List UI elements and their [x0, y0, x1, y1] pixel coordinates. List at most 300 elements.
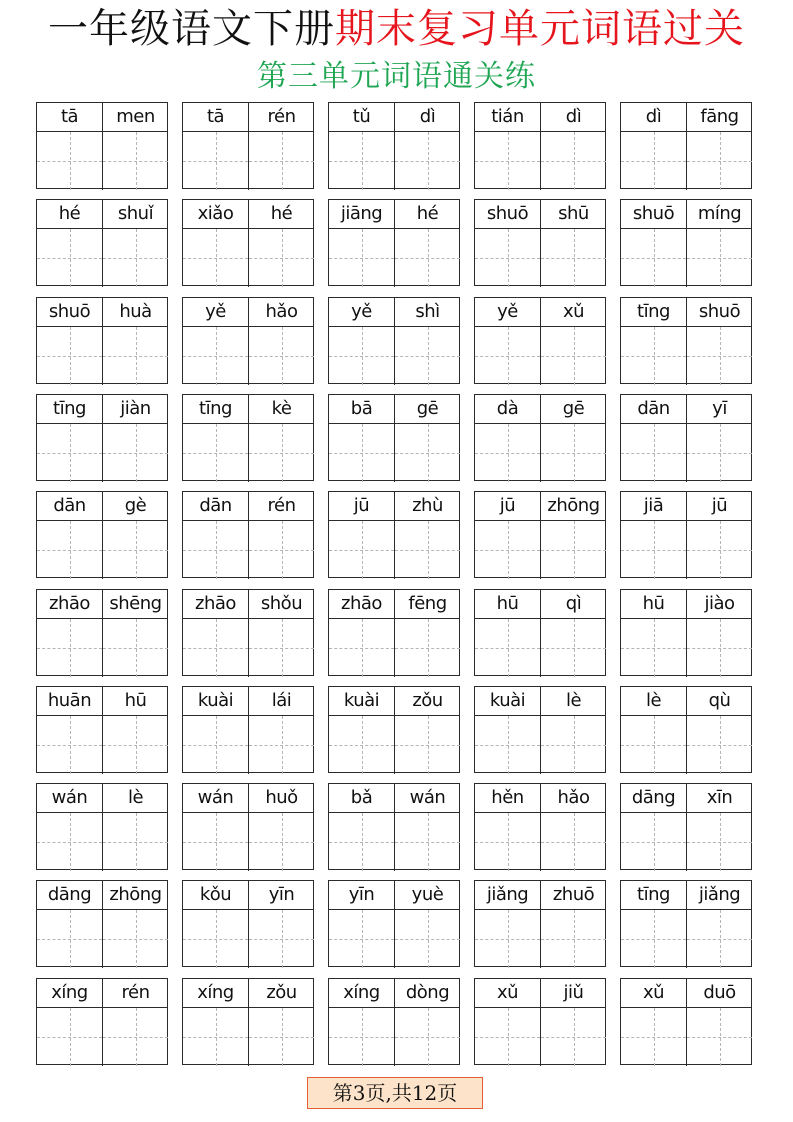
- guide-line-horizontal: [329, 550, 394, 551]
- guide-line-horizontal: [687, 550, 752, 551]
- pinyin-label: dān: [183, 492, 248, 521]
- pinyin-label: tǔ: [329, 103, 394, 132]
- character-cell: [540, 200, 606, 287]
- character-cell: [183, 395, 248, 482]
- character-cell: [621, 103, 686, 190]
- writing-box[interactable]: [395, 424, 460, 482]
- character-cell: [475, 881, 540, 968]
- character-cell: [394, 687, 460, 774]
- guide-line-horizontal: [541, 745, 606, 746]
- pinyin-label: xǔ: [475, 979, 540, 1008]
- guide-line-horizontal: [183, 258, 248, 259]
- guide-line-horizontal: [103, 550, 168, 551]
- writing-box[interactable]: [183, 813, 248, 871]
- guide-line-horizontal: [687, 453, 752, 454]
- guide-line-horizontal: [395, 356, 460, 357]
- writing-box[interactable]: [475, 619, 540, 677]
- writing-box[interactable]: [395, 132, 460, 190]
- writing-box[interactable]: [249, 910, 314, 968]
- character-cell: [248, 103, 314, 190]
- word-box: [182, 491, 314, 578]
- writing-box[interactable]: [329, 229, 394, 287]
- character-cell: [248, 200, 314, 287]
- guide-line-horizontal: [621, 258, 686, 259]
- character-cell: [686, 200, 752, 287]
- guide-line-horizontal: [183, 550, 248, 551]
- character-cell: [102, 979, 168, 1066]
- writing-box[interactable]: [103, 327, 168, 385]
- guide-line-horizontal: [183, 842, 248, 843]
- page-title: [0, 4, 793, 54]
- pinyin-label: rén: [249, 492, 314, 521]
- pinyin-label: shuō: [37, 298, 102, 327]
- character-cell: [686, 687, 752, 774]
- writing-box[interactable]: [395, 229, 460, 287]
- guide-line-horizontal: [329, 939, 394, 940]
- pinyin-label: jiāng: [329, 200, 394, 229]
- word-box: [474, 102, 606, 189]
- writing-box[interactable]: [103, 132, 168, 190]
- word-box: [182, 199, 314, 286]
- writing-box[interactable]: [687, 716, 752, 774]
- writing-box[interactable]: [395, 1008, 460, 1066]
- writing-box[interactable]: [621, 716, 686, 774]
- guide-line-horizontal: [183, 648, 248, 649]
- writing-box[interactable]: [103, 813, 168, 871]
- character-cell: [621, 298, 686, 385]
- word-box: [36, 394, 168, 481]
- writing-box[interactable]: [103, 910, 168, 968]
- writing-box[interactable]: [37, 132, 102, 190]
- pinyin-label: dāng: [621, 784, 686, 813]
- character-cell: [621, 687, 686, 774]
- character-cell: [248, 590, 314, 677]
- writing-box[interactable]: [37, 1008, 102, 1066]
- writing-box[interactable]: [183, 229, 248, 287]
- writing-box[interactable]: [183, 910, 248, 968]
- guide-line-horizontal: [395, 453, 460, 454]
- page-subtitle: 第三单元词语通关练: [257, 59, 536, 94]
- character-cell: [329, 881, 394, 968]
- writing-box[interactable]: [183, 327, 248, 385]
- character-cell: [540, 590, 606, 677]
- pinyin-label: shì: [395, 298, 460, 327]
- writing-box[interactable]: [475, 1008, 540, 1066]
- guide-line-horizontal: [475, 161, 540, 162]
- writing-box[interactable]: [37, 521, 102, 579]
- writing-box[interactable]: [103, 619, 168, 677]
- pinyin-label: shū: [541, 200, 606, 229]
- pinyin-label: yě: [183, 298, 248, 327]
- writing-box[interactable]: [37, 424, 102, 482]
- writing-box[interactable]: [541, 132, 606, 190]
- guide-line-horizontal: [621, 161, 686, 162]
- writing-box[interactable]: [183, 1008, 248, 1066]
- pinyin-label: tīng: [621, 298, 686, 327]
- guide-line-horizontal: [621, 745, 686, 746]
- pinyin-label: hǎo: [249, 298, 314, 327]
- character-cell: [102, 200, 168, 287]
- guide-line-horizontal: [395, 745, 460, 746]
- character-cell: [329, 590, 394, 677]
- pinyin-label: hū: [475, 590, 540, 619]
- pinyin-label: wán: [37, 784, 102, 813]
- pinyin-label: jū: [475, 492, 540, 521]
- pinyin-label: bā: [329, 395, 394, 424]
- guide-line-horizontal: [475, 939, 540, 940]
- character-cell: [37, 687, 102, 774]
- writing-box[interactable]: [37, 716, 102, 774]
- word-box: [328, 978, 460, 1065]
- pinyin-label: hé: [249, 200, 314, 229]
- guide-line-horizontal: [37, 1037, 102, 1038]
- pinyin-label: jū: [687, 492, 752, 521]
- writing-box[interactable]: [37, 229, 102, 287]
- pinyin-label: xíng: [37, 979, 102, 1008]
- word-box: [328, 686, 460, 773]
- writing-box[interactable]: [329, 1008, 394, 1066]
- word-box: [620, 589, 752, 676]
- writing-box[interactable]: [541, 1008, 606, 1066]
- character-cell: [540, 784, 606, 871]
- word-box: [474, 394, 606, 481]
- pinyin-label: shēng: [103, 590, 168, 619]
- writing-box[interactable]: [103, 716, 168, 774]
- character-cell: [183, 979, 248, 1066]
- title-grade: 一年级语文下册: [48, 6, 335, 52]
- word-box: [474, 686, 606, 773]
- pinyin-label: yīn: [329, 881, 394, 910]
- pinyin-label: kuài: [329, 687, 394, 716]
- guide-line-horizontal: [37, 745, 102, 746]
- character-cell: [686, 784, 752, 871]
- writing-box[interactable]: [395, 813, 460, 871]
- pinyin-label: lái: [249, 687, 314, 716]
- writing-box[interactable]: [621, 1008, 686, 1066]
- writing-box[interactable]: [37, 813, 102, 871]
- character-cell: [183, 492, 248, 579]
- writing-box[interactable]: [475, 327, 540, 385]
- word-box: [474, 978, 606, 1065]
- character-cell: [183, 687, 248, 774]
- word-box: [36, 589, 168, 676]
- pinyin-label: zhōng: [541, 492, 606, 521]
- writing-box[interactable]: [395, 910, 460, 968]
- writing-box[interactable]: [541, 229, 606, 287]
- character-cell: [621, 395, 686, 482]
- guide-line-horizontal: [249, 1037, 314, 1038]
- writing-box[interactable]: [687, 229, 752, 287]
- writing-box[interactable]: [183, 424, 248, 482]
- writing-box[interactable]: [621, 327, 686, 385]
- writing-box[interactable]: [103, 229, 168, 287]
- writing-box[interactable]: [541, 424, 606, 482]
- pinyin-label: zhù: [395, 492, 460, 521]
- writing-box[interactable]: [37, 327, 102, 385]
- guide-line-horizontal: [395, 161, 460, 162]
- word-box: [328, 297, 460, 384]
- guide-line-horizontal: [621, 356, 686, 357]
- writing-box[interactable]: [621, 910, 686, 968]
- writing-box[interactable]: [249, 1008, 314, 1066]
- guide-line-horizontal: [541, 550, 606, 551]
- writing-box[interactable]: [329, 424, 394, 482]
- writing-box[interactable]: [687, 521, 752, 579]
- pinyin-label: qù: [687, 687, 752, 716]
- writing-box[interactable]: [183, 716, 248, 774]
- writing-box[interactable]: [395, 619, 460, 677]
- guide-line-horizontal: [395, 648, 460, 649]
- guide-line-horizontal: [249, 745, 314, 746]
- word-box: [620, 978, 752, 1065]
- pinyin-label: gē: [541, 395, 606, 424]
- character-cell: [248, 395, 314, 482]
- word-box: [474, 199, 606, 286]
- character-cell: [248, 687, 314, 774]
- writing-box[interactable]: [183, 521, 248, 579]
- pinyin-label: yī: [687, 395, 752, 424]
- character-cell: [248, 979, 314, 1066]
- character-cell: [475, 590, 540, 677]
- writing-box[interactable]: [249, 229, 314, 287]
- character-cell: [475, 979, 540, 1066]
- pinyin-label: zhāo: [37, 590, 102, 619]
- guide-line-horizontal: [249, 939, 314, 940]
- pinyin-label: yuè: [395, 881, 460, 910]
- pinyin-label: rén: [249, 103, 314, 132]
- word-box: [328, 491, 460, 578]
- writing-box[interactable]: [249, 132, 314, 190]
- guide-line-horizontal: [541, 356, 606, 357]
- character-cell: [37, 881, 102, 968]
- writing-box[interactable]: [541, 619, 606, 677]
- character-cell: [540, 492, 606, 579]
- writing-box[interactable]: [687, 327, 752, 385]
- writing-box[interactable]: [103, 1008, 168, 1066]
- writing-box[interactable]: [37, 619, 102, 677]
- pinyin-label: tīng: [621, 881, 686, 910]
- guide-line-horizontal: [475, 356, 540, 357]
- pinyin-label: shuō: [475, 200, 540, 229]
- guide-line-horizontal: [687, 939, 752, 940]
- pinyin-label: huà: [103, 298, 168, 327]
- guide-line-horizontal: [103, 161, 168, 162]
- guide-line-horizontal: [37, 258, 102, 259]
- pinyin-label: tā: [37, 103, 102, 132]
- word-box: [36, 686, 168, 773]
- writing-box[interactable]: [621, 132, 686, 190]
- writing-box[interactable]: [395, 327, 460, 385]
- writing-box[interactable]: [475, 813, 540, 871]
- word-box: [36, 880, 168, 967]
- character-cell: [37, 298, 102, 385]
- writing-box[interactable]: [37, 910, 102, 968]
- writing-box[interactable]: [541, 813, 606, 871]
- writing-box[interactable]: [687, 1008, 752, 1066]
- writing-box[interactable]: [541, 327, 606, 385]
- character-cell: [329, 979, 394, 1066]
- writing-box[interactable]: [621, 813, 686, 871]
- pinyin-label: tīng: [183, 395, 248, 424]
- character-cell: [183, 200, 248, 287]
- pinyin-label: lè: [621, 687, 686, 716]
- writing-box[interactable]: [541, 521, 606, 579]
- guide-line-horizontal: [183, 939, 248, 940]
- character-cell: [686, 298, 752, 385]
- title-review: 期末复习单元词语过关: [335, 6, 745, 52]
- writing-box[interactable]: [541, 910, 606, 968]
- guide-line-horizontal: [329, 258, 394, 259]
- writing-box[interactable]: [103, 521, 168, 579]
- word-row: [36, 491, 753, 580]
- guide-line-horizontal: [687, 745, 752, 746]
- writing-box[interactable]: [541, 716, 606, 774]
- word-box: [620, 297, 752, 384]
- word-box: [36, 297, 168, 384]
- pinyin-label: jiào: [687, 590, 752, 619]
- pinyin-label: hū: [103, 687, 168, 716]
- guide-line-horizontal: [475, 745, 540, 746]
- character-cell: [686, 979, 752, 1066]
- character-cell: [329, 200, 394, 287]
- guide-line-horizontal: [475, 453, 540, 454]
- writing-box[interactable]: [329, 910, 394, 968]
- writing-box[interactable]: [329, 327, 394, 385]
- writing-box[interactable]: [621, 619, 686, 677]
- writing-box[interactable]: [475, 132, 540, 190]
- character-cell: [37, 200, 102, 287]
- writing-box[interactable]: [687, 813, 752, 871]
- guide-line-horizontal: [687, 842, 752, 843]
- writing-box[interactable]: [475, 229, 540, 287]
- character-cell: [37, 979, 102, 1066]
- character-cell: [329, 298, 394, 385]
- word-row: [36, 880, 753, 969]
- character-cell: [686, 395, 752, 482]
- writing-box[interactable]: [249, 521, 314, 579]
- guide-line-horizontal: [37, 648, 102, 649]
- writing-box[interactable]: [183, 619, 248, 677]
- writing-box[interactable]: [249, 619, 314, 677]
- word-box: [620, 394, 752, 481]
- pinyin-label: tīng: [37, 395, 102, 424]
- pinyin-label: dì: [541, 103, 606, 132]
- character-cell: [37, 492, 102, 579]
- character-cell: [540, 298, 606, 385]
- writing-box[interactable]: [687, 132, 752, 190]
- character-cell: [621, 492, 686, 579]
- word-box: [328, 589, 460, 676]
- word-box: [36, 102, 168, 189]
- pinyin-label: kè: [249, 395, 314, 424]
- word-box: [182, 686, 314, 773]
- word-box: [182, 102, 314, 189]
- writing-box[interactable]: [475, 521, 540, 579]
- writing-box[interactable]: [329, 521, 394, 579]
- guide-line-horizontal: [103, 258, 168, 259]
- writing-box[interactable]: [621, 521, 686, 579]
- writing-box[interactable]: [687, 619, 752, 677]
- writing-box[interactable]: [687, 424, 752, 482]
- writing-box[interactable]: [475, 716, 540, 774]
- character-cell: [394, 492, 460, 579]
- writing-box[interactable]: [249, 327, 314, 385]
- pinyin-label: shuō: [621, 200, 686, 229]
- character-cell: [102, 492, 168, 579]
- word-box: [182, 978, 314, 1065]
- guide-line-horizontal: [103, 648, 168, 649]
- pinyin-label: dà: [475, 395, 540, 424]
- writing-box[interactable]: [621, 424, 686, 482]
- word-box: [474, 880, 606, 967]
- character-cell: [37, 784, 102, 871]
- writing-box[interactable]: [249, 424, 314, 482]
- pinyin-label: dòng: [395, 979, 460, 1008]
- guide-line-horizontal: [541, 161, 606, 162]
- character-cell: [183, 881, 248, 968]
- writing-box[interactable]: [329, 813, 394, 871]
- guide-line-horizontal: [249, 356, 314, 357]
- character-cell: [475, 687, 540, 774]
- pinyin-label: xíng: [183, 979, 248, 1008]
- character-cell: [248, 492, 314, 579]
- character-cell: [686, 492, 752, 579]
- character-cell: [102, 103, 168, 190]
- pinyin-label: hěn: [475, 784, 540, 813]
- guide-line-horizontal: [183, 161, 248, 162]
- writing-box[interactable]: [687, 910, 752, 968]
- word-box: [474, 491, 606, 578]
- writing-box[interactable]: [329, 132, 394, 190]
- character-cell: [621, 881, 686, 968]
- guide-line-horizontal: [249, 453, 314, 454]
- character-cell: [686, 103, 752, 190]
- writing-box[interactable]: [103, 424, 168, 482]
- character-cell: [183, 298, 248, 385]
- guide-line-horizontal: [687, 258, 752, 259]
- guide-line-horizontal: [687, 161, 752, 162]
- writing-box[interactable]: [183, 132, 248, 190]
- writing-box[interactable]: [475, 424, 540, 482]
- writing-box[interactable]: [395, 521, 460, 579]
- guide-line-horizontal: [475, 550, 540, 551]
- writing-box[interactable]: [395, 716, 460, 774]
- word-box: [182, 783, 314, 870]
- writing-box[interactable]: [329, 619, 394, 677]
- pinyin-label: duō: [687, 979, 752, 1008]
- word-box: [328, 783, 460, 870]
- pinyin-label: kǒu: [183, 881, 248, 910]
- writing-box[interactable]: [249, 813, 314, 871]
- writing-box[interactable]: [329, 716, 394, 774]
- guide-line-horizontal: [621, 453, 686, 454]
- pinyin-label: shǒu: [249, 590, 314, 619]
- writing-box[interactable]: [249, 716, 314, 774]
- character-cell: [102, 395, 168, 482]
- pinyin-label: rén: [103, 979, 168, 1008]
- guide-line-horizontal: [329, 161, 394, 162]
- guide-line-horizontal: [541, 842, 606, 843]
- guide-line-horizontal: [475, 842, 540, 843]
- character-cell: [686, 881, 752, 968]
- writing-box[interactable]: [621, 229, 686, 287]
- guide-line-horizontal: [329, 1037, 394, 1038]
- writing-box[interactable]: [475, 910, 540, 968]
- pinyin-label: xíng: [329, 979, 394, 1008]
- word-box: [620, 491, 752, 578]
- character-cell: [475, 298, 540, 385]
- word-box: [36, 783, 168, 870]
